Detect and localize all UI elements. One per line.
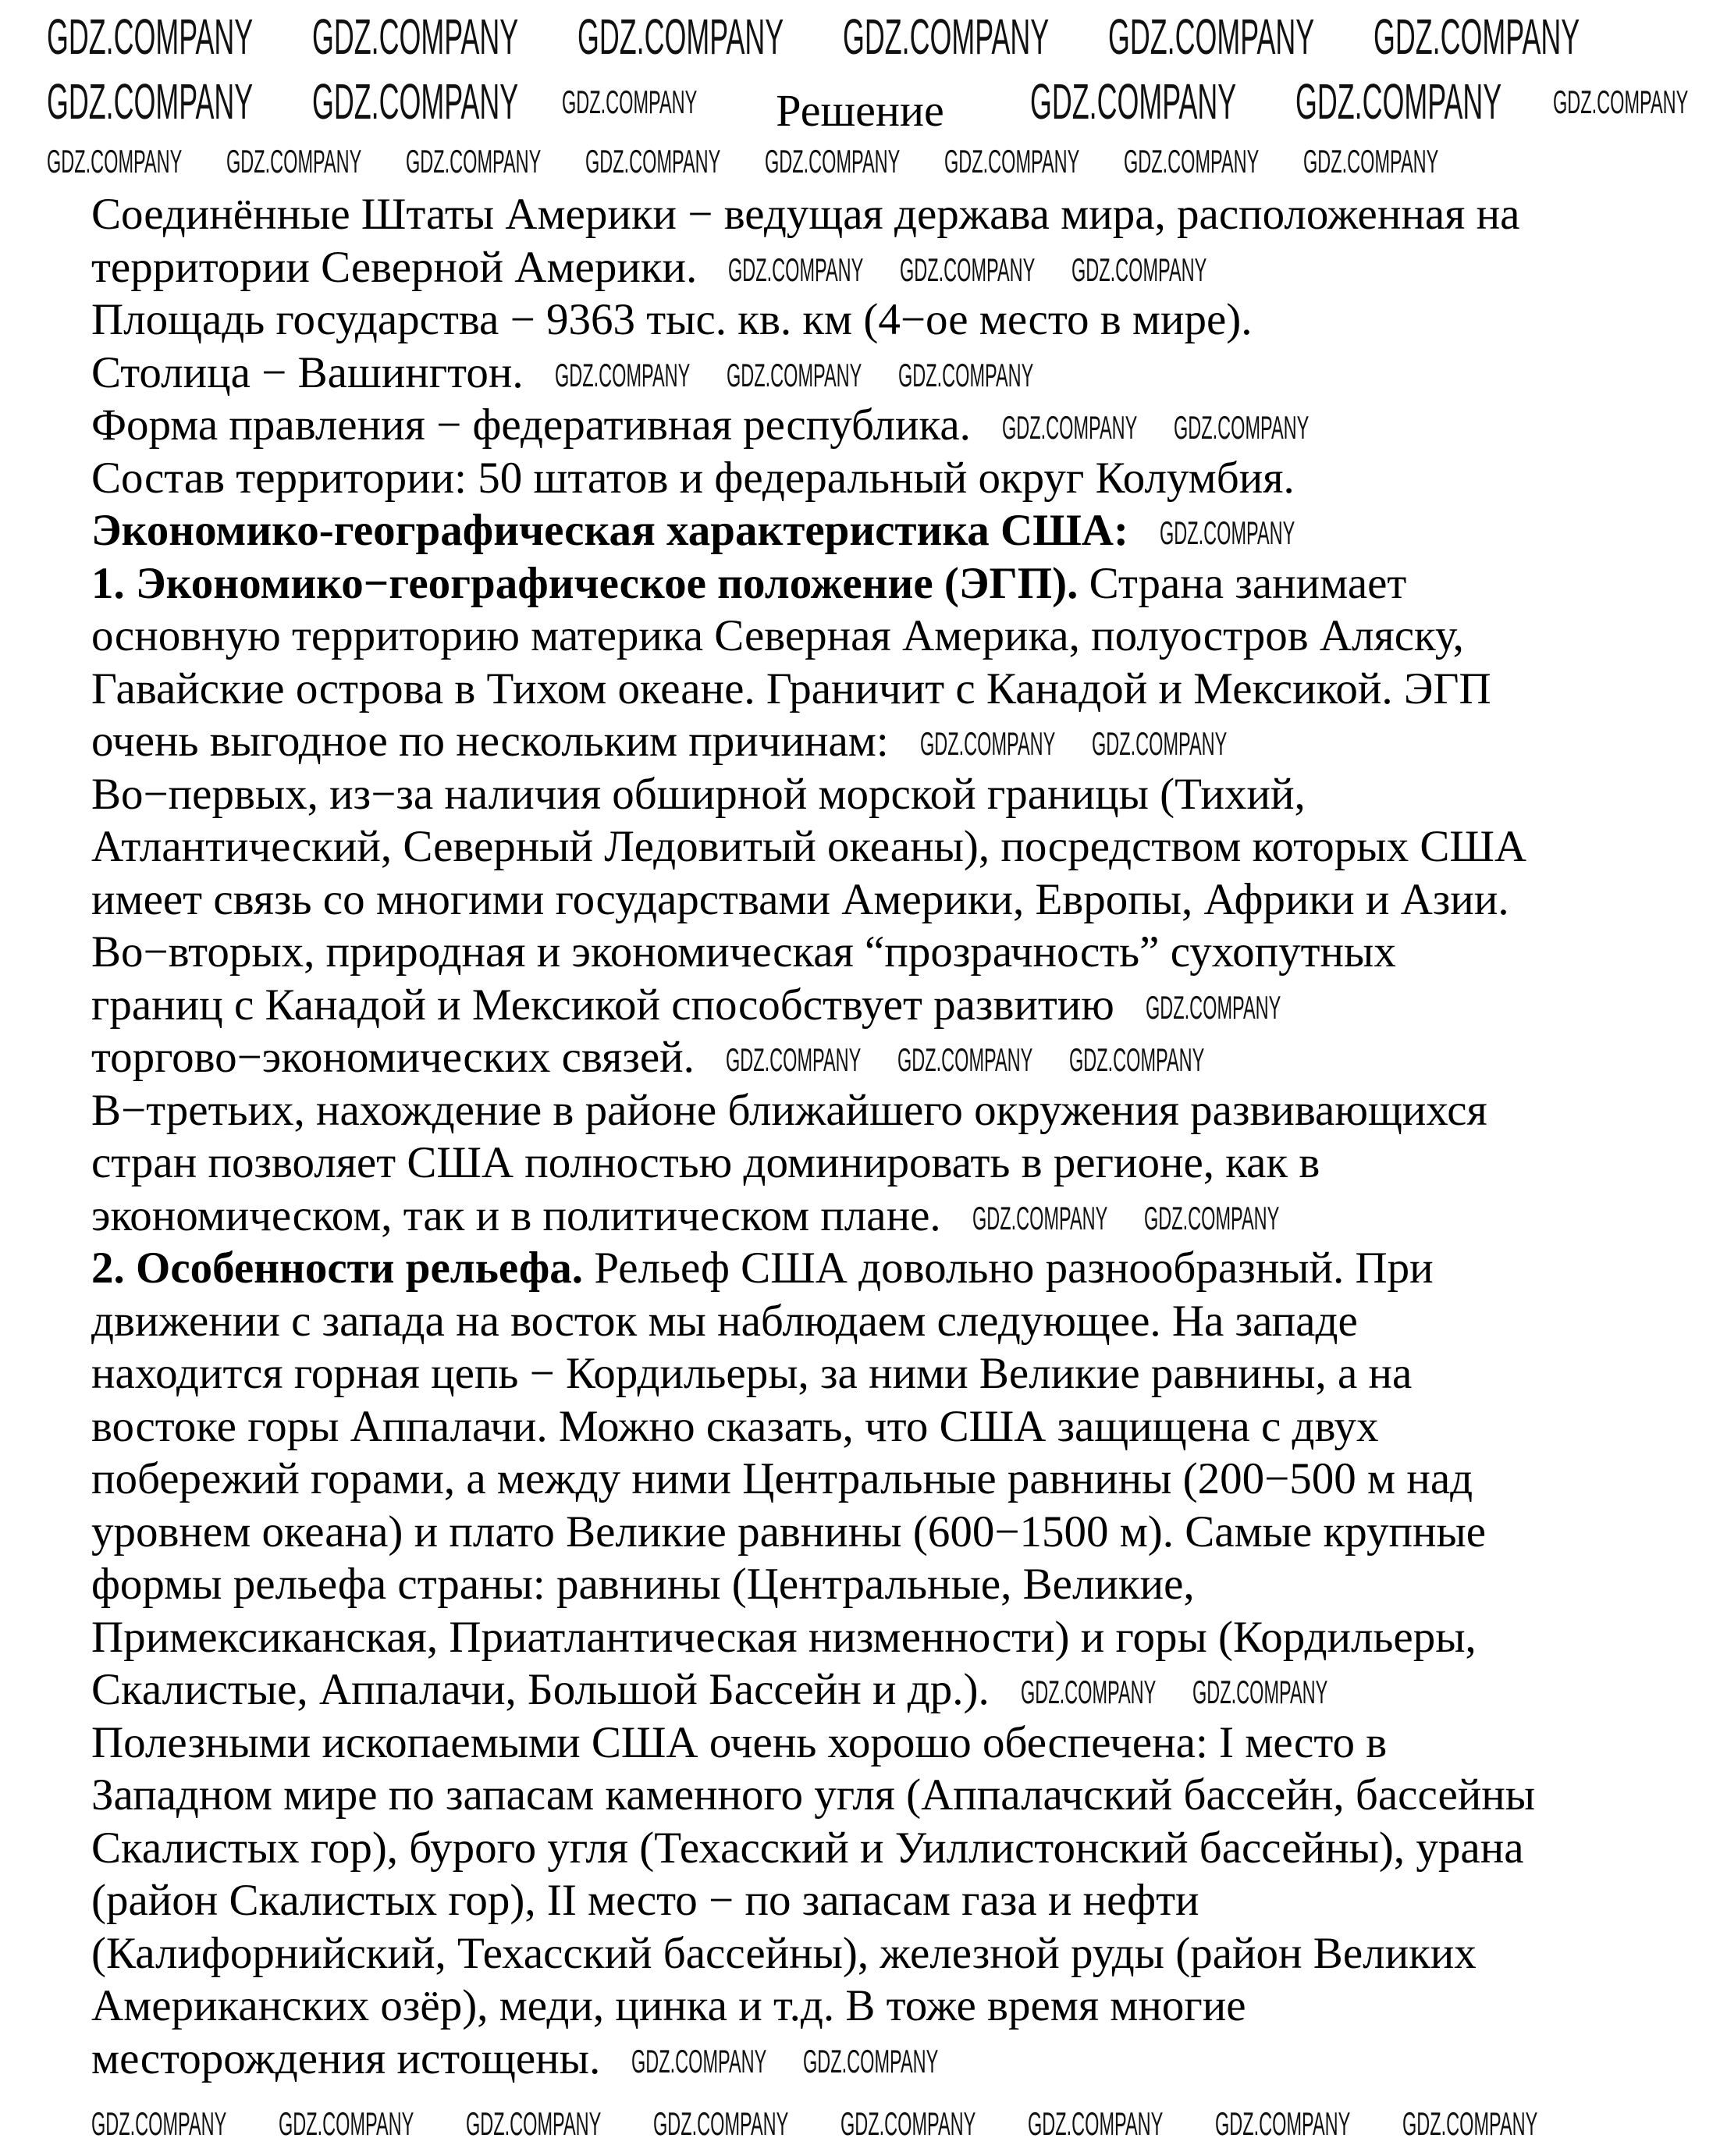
watermark-slot: [1068, 1041, 1210, 1078]
watermark: GDZ.COMPANY: [312, 73, 519, 130]
text-line: [91, 1980, 1535, 2033]
watermark: GDZ.COMPANY: [1068, 1041, 1205, 1078]
watermark: GDZ.COMPANY: [765, 143, 901, 180]
watermark: GDZ.COMPANY: [1215, 2105, 1351, 2142]
watermark: GDZ.COMPANY: [1374, 9, 1580, 65]
text-line: [91, 1347, 1535, 1400]
line-text: Полезными ископаемыми США очень хорошо обеспечена: I место в: [91, 1717, 1388, 1767]
watermark-slot: [1001, 408, 1143, 446]
subsection-heading-relief: 2. Особенности рельефа.: [91, 1243, 584, 1293]
line-text: движении с запада на восток мы наблюдаем следующее. На западе: [91, 1296, 1358, 1346]
line-text: экономическом, так и в политическом плане.: [91, 1190, 941, 1240]
watermark-slot: [1091, 724, 1232, 762]
watermark: GDZ.COMPANY: [1553, 84, 1689, 120]
line-text: Состав территории: 50 штатов и федеральный округ Колумбия.: [91, 453, 1295, 503]
text-run: Страна занимает: [1078, 558, 1407, 608]
watermark: GDZ.COMPANY: [466, 2105, 602, 2142]
watermark: GDZ.COMPANY: [1143, 1199, 1279, 1236]
watermark: GDZ.COMPANY: [1001, 409, 1138, 446]
text-line: [91, 1717, 1535, 1770]
watermark-slot: [728, 251, 869, 288]
watermark: GDZ.COMPANY: [728, 251, 864, 288]
watermark: GDZ.COMPANY: [1303, 143, 1439, 180]
watermark-slot: [1173, 408, 1314, 446]
line-text: Американских озёр), меди, цинка и т.д. В тоже время многие: [91, 1981, 1246, 2030]
watermark: GDZ.COMPANY: [1192, 1674, 1328, 1710]
section-heading: [91, 504, 1535, 557]
text-line: [91, 1769, 1535, 1822]
watermark: GDZ.COMPANY: [1071, 251, 1207, 288]
watermark: GDZ.COMPANY: [1028, 2105, 1164, 2142]
watermark: GDZ.COMPANY: [843, 9, 1050, 65]
line-text: востоке горы Аппалачи. Можно сказать, что США защищена с двух: [91, 1401, 1379, 1451]
line-text: Атлантический, Северный Ледовитый океаны), посредством которых США: [91, 822, 1527, 871]
line-text: Западном мире по запасам каменного угля (Аппалачский бассейн, бассейны: [91, 1770, 1536, 1820]
watermark: GDZ.COMPANY: [1030, 73, 1237, 130]
watermark: GDZ.COMPANY: [279, 2105, 414, 2142]
line-text: стран позволяет США полностью доминировать в регионе, как в: [91, 1138, 1320, 1187]
watermark: GDZ.COMPANY: [47, 9, 254, 65]
page-title: [776, 84, 944, 137]
line-text: находится горная цепь − Кордильеры, за ними Великие равнины, а на: [91, 1349, 1413, 1398]
watermark: GDZ.COMPANY: [226, 143, 362, 180]
watermark-slot: [897, 1041, 1038, 1078]
text-line: [91, 399, 1535, 452]
watermark: GDZ.COMPANY: [897, 356, 1033, 393]
section-heading-text: Экономико-географическая характеристика США:: [91, 506, 1128, 555]
watermark: GDZ.COMPANY: [1173, 409, 1310, 446]
text-line: [91, 1400, 1535, 1453]
line-text: формы рельефа страны: равнины (Центральные, Великие,: [91, 1560, 1195, 1609]
watermark: GDZ.COMPANY: [900, 251, 1036, 288]
subsection-heading-egp: 1. Экономико−географическое положение (ЭГП).: [91, 558, 1079, 608]
watermark-slot: [803, 2042, 944, 2080]
text-line: [91, 1874, 1535, 1927]
text-line: [91, 820, 1535, 873]
watermark: GDZ.COMPANY: [1108, 9, 1315, 65]
watermark: GDZ.COMPANY: [312, 9, 519, 65]
watermark-slot: [725, 1041, 866, 1078]
watermark: GDZ.COMPANY: [1091, 725, 1228, 762]
watermark-slot: [1145, 988, 1286, 1026]
line-text: Во−вторых, природная и экономическая “прозрачность” сухопутных: [91, 927, 1396, 977]
text-line: [91, 294, 1535, 347]
watermark-slot: [726, 356, 867, 393]
watermark: GDZ.COMPANY: [725, 1041, 862, 1078]
line-text: очень выгодное по нескольким причинам:: [91, 717, 889, 766]
text-line: [91, 241, 1535, 294]
text-line: [91, 979, 1535, 1032]
watermark-slot: [900, 251, 1040, 288]
watermark: GDZ.COMPANY: [726, 356, 862, 393]
line-text: границ с Канадой и Мексикой способствует развитию: [91, 980, 1114, 1030]
watermark: GDZ.COMPANY: [1020, 1674, 1157, 1710]
watermark: GDZ.COMPANY: [91, 2105, 227, 2142]
watermark-slot: [919, 724, 1061, 762]
line-text: побережий горами, а между ними Центральные равнины (200−500 м над: [91, 1454, 1473, 1503]
text-line: [91, 715, 1535, 768]
document-body: [91, 188, 1535, 2085]
text-line: [91, 1295, 1535, 1348]
watermark: GDZ.COMPANY: [47, 73, 254, 130]
watermark: GDZ.COMPANY: [562, 84, 698, 120]
watermark: GDZ.COMPANY: [47, 143, 183, 180]
watermark-slot: [1071, 251, 1212, 288]
line-text: Примексиканская, Приатлантическая низменности) и горы (Кордильеры,: [91, 1612, 1477, 1662]
watermark: GDZ.COMPANY: [840, 2105, 976, 2142]
watermark-slot: [1192, 1673, 1333, 1710]
subsection-line: [91, 557, 1535, 610]
watermark: GDZ.COMPANY: [919, 725, 1056, 762]
watermark: GDZ.COMPANY: [631, 2042, 767, 2080]
line-text: торгово−экономических связей.: [91, 1033, 695, 1082]
text-line: [91, 1822, 1535, 1875]
watermark: GDZ.COMPANY: [653, 2105, 789, 2142]
line-text: Столица − Вашингтон.: [91, 347, 524, 397]
text-line: [91, 1453, 1535, 1506]
text-line: [91, 1927, 1535, 1980]
watermark: GDZ.COMPANY: [554, 356, 690, 393]
watermark: GDZ.COMPANY: [1145, 988, 1281, 1026]
line-text: Скалистых гор), бурого угля (Техасский и Уиллистонский бассейны), урана: [91, 1823, 1524, 1873]
title-text: Решение: [776, 85, 944, 136]
watermark-slot: [554, 356, 695, 393]
line-text: Скалистые, Аппалачи, Большой Бассейн и др.).: [91, 1665, 990, 1714]
text-line: [91, 873, 1535, 927]
line-text: основную территорию материка Северная Америка, полуостров Аляску,: [91, 611, 1464, 660]
text-line: [91, 768, 1535, 821]
text-line: [91, 1506, 1535, 1559]
watermark: GDZ.COMPANY: [577, 9, 784, 65]
watermark-slot: [631, 2042, 772, 2080]
watermark: GDZ.COMPANY: [1124, 143, 1260, 180]
line-text: В−третьих, нахождение в районе ближайшего окружения развивающихся: [91, 1085, 1487, 1135]
watermark: GDZ.COMPANY: [1295, 73, 1502, 130]
line-text: Гавайские острова в Тихом океане. Граничит с Канадой и Мексикой. ЭГП: [91, 664, 1491, 713]
text-run: Рельеф США довольно разнообразный. При: [583, 1243, 1434, 1293]
text-line: [91, 188, 1535, 241]
watermark-slot: [972, 1199, 1113, 1236]
text-line: [91, 347, 1535, 400]
text-line: [91, 1031, 1535, 1084]
subsection-line: [91, 1242, 1535, 1295]
line-text: Форма правления − федеративная республика.: [91, 400, 971, 450]
line-text: (Калифорнийский, Техасский бассейны), железной руды (район Великих: [91, 1928, 1477, 1978]
text-line: [91, 2033, 1535, 2086]
watermark: GDZ.COMPANY: [1159, 514, 1295, 551]
text-line: [91, 1663, 1535, 1717]
watermark-slot: [897, 356, 1039, 393]
line-text: Соединённые Штаты Америки − ведущая держава мира, расположенная на: [91, 190, 1520, 239]
watermark: GDZ.COMPANY: [972, 1199, 1107, 1236]
watermark: GDZ.COMPANY: [897, 1041, 1033, 1078]
watermark: GDZ.COMPANY: [1402, 2105, 1538, 2142]
text-line: [91, 610, 1535, 663]
text-line: [91, 1084, 1535, 1137]
text-line: [91, 1558, 1535, 1611]
line-text: Во−первых, из−за наличия обширной морской границы (Тихий,: [91, 769, 1306, 819]
line-text: территории Северной Америки.: [91, 242, 698, 292]
text-line: [91, 1190, 1535, 1243]
watermark: GDZ.COMPANY: [944, 143, 1080, 180]
text-line: [91, 1137, 1535, 1190]
line-text: имеет связь со многими государствами Америки, Европы, Африки и Азии.: [91, 874, 1509, 924]
text-line: [91, 663, 1535, 716]
watermark: GDZ.COMPANY: [803, 2042, 939, 2080]
line-text: уровнем океана) и плато Великие равнины (600−1500 м). Самые крупные: [91, 1507, 1487, 1557]
watermark-slot: [1020, 1673, 1161, 1710]
line-text: месторождения истощены.: [91, 2033, 601, 2083]
watermark: GDZ.COMPANY: [585, 143, 721, 180]
text-line: [91, 926, 1535, 979]
text-line: [91, 452, 1535, 505]
line-text: Площадь государства − 9363 тыс. кв. км (4−ое место в мире).: [91, 295, 1253, 344]
watermark-slot: [1143, 1199, 1285, 1236]
text-line: [91, 1611, 1535, 1664]
line-text: (район Скалистых гор), II место − по запасам газа и нефти: [91, 1876, 1199, 1925]
watermark: GDZ.COMPANY: [406, 143, 542, 180]
watermark-slot: [1159, 514, 1300, 551]
